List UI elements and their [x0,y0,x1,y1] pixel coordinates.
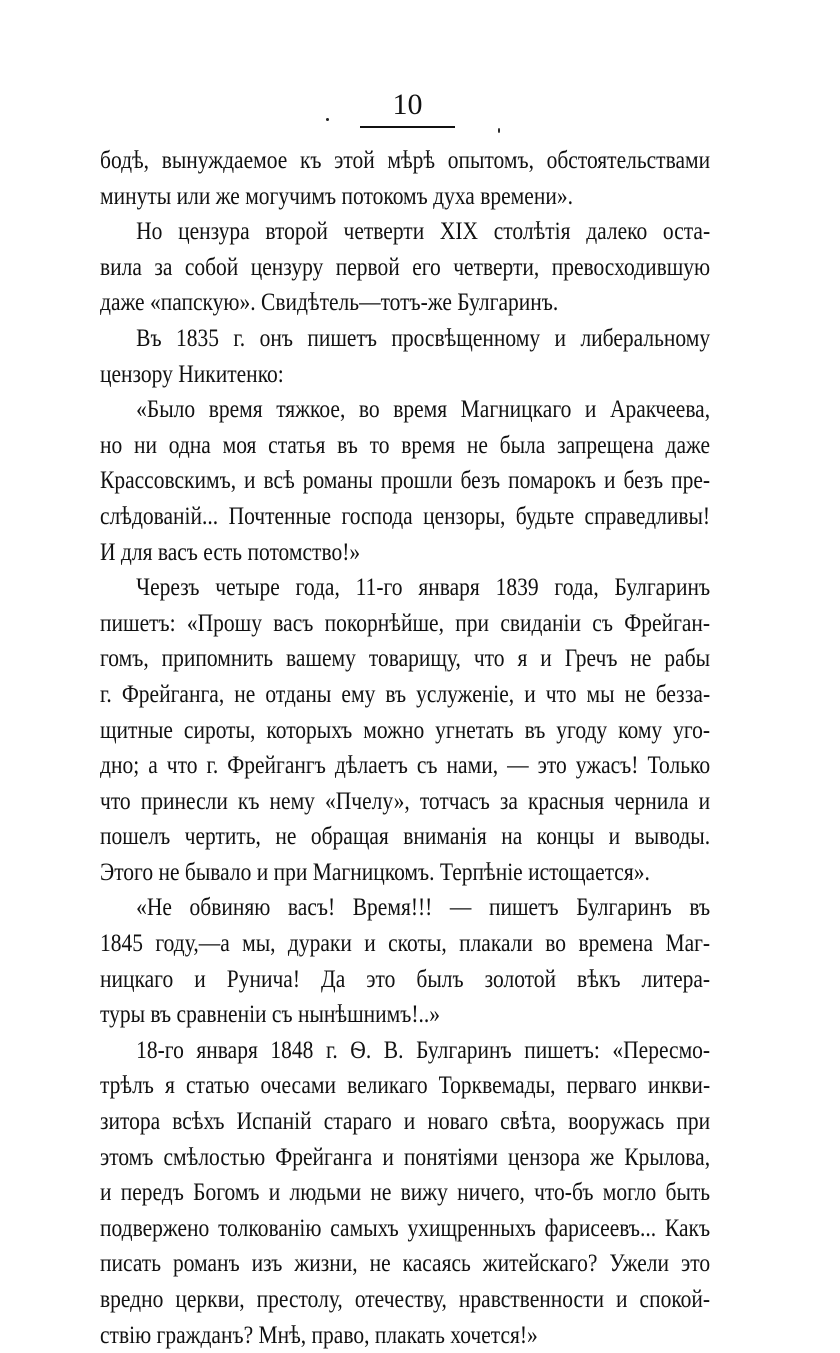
text-line: Крассовскимъ, и всѣ романы прошли безъ помарокъ и безъ пре- [100,467,711,495]
text-line: что принесли къ нему «Пчелу», тотчасъ за красныя чернила и [100,787,711,815]
text-line: бодѣ, вынуждаемое къ этой мѣрѣ опытомъ, обстоятельствами [100,147,711,174]
text-line: ствію гражданъ? Мнѣ, право, плакать хочется!» [100,1321,538,1349]
speck-mark [498,128,500,133]
text-line: минуты или же могучимъ потокомъ духа времени». [100,182,573,210]
text-line: но ни одна моя статья въ то время не была запрещена даже [100,431,711,459]
speck-mark [326,118,329,121]
text-line: пишетъ: «Прошу васъ покорнѣйше, при свиданіи съ Фрейган- [100,609,711,637]
text-line: щитные сироты, которыхъ можно угнетать въ угоду кому уго- [100,716,711,744]
page-number: 10 [360,88,455,128]
text-line: слѣдованій... Почтенные господа цензоры, будьте справедливы! [100,502,711,530]
text-line: даже «папскую». Свидѣтель—тотъ-же Булгаринъ. [100,289,559,317]
text-line: дно; а что г. Фрейгангъ дѣлаетъ съ нами, — это ужасъ! Только [100,752,711,780]
text-line: вила за собой цензуру первой его четверти, превосходившую [100,253,711,281]
text-line: зитора всѣхъ Испаній стараго и новаго свѣта, вооружась при [100,1108,711,1136]
text-line: вредно церкви, престолу, отечеству, нравственности и спокой- [100,1286,711,1313]
body-text [100,143,710,1353]
text-line: «Было время тяжкое, во время Магницкаго и Аракчеева, [136,396,711,424]
text-line: пошелъ чертить, не обращая вниманія на концы и выводы. [100,823,711,851]
text-line: гомъ, припомнить вашему товарищу, что я и Гречъ не рабы [100,645,711,673]
text-line: ницкаго и Рунича! Да это былъ золотой вѣкъ литера- [100,965,711,993]
text-line: 18-го января 1848 г. Ѳ. В. Булгаринъ пишетъ: «Пересмо- [136,1036,711,1064]
text-line: этомъ смѣлостью Фрейганга и понятіями цензора же Крылова, [100,1143,711,1171]
text-line: Этого не бывало и при Магницкомъ. Терпѣніе истощается». [100,858,650,886]
text-line: и передъ Богомъ и людьми не вижу ничего, что-бъ могло быть [100,1179,711,1207]
text-line: «Не обвиняю васъ! Время!!! — пишетъ Булгаринъ въ [136,894,711,922]
text-line: туры въ сравненіи съ нынѣшнимъ!..» [100,1001,441,1029]
text-line: Черезъ четыре года, 11-го января 1839 года, Булгаринъ [136,574,711,602]
text-line: подвержено толкованію самыхъ ухищренныхъ фарисеевъ... Какъ [100,1214,711,1242]
text-line: Въ 1835 г. онъ пишетъ просвѣщенному и либеральному [136,324,711,352]
text-line: трѣлъ я статью очесами великаго Торквемады, перваго инкви- [100,1072,711,1100]
text-line: г. Фрейганга, не отданы ему въ услуженіе, и что мы не безза- [100,680,711,708]
text-line: цензору Никитенко: [100,360,284,388]
text-line: писать романъ изъ жизни, не касаясь житейскаго? Ужели это [100,1250,711,1278]
text-line: 1845 году,—а мы, дураки и скоты, плакали во времена Маг- [100,930,711,958]
text-line: И для васъ есть потомство!» [100,538,361,566]
text-line: Но цензура второй четверти XIX столѣтія далеко оста- [136,218,711,246]
